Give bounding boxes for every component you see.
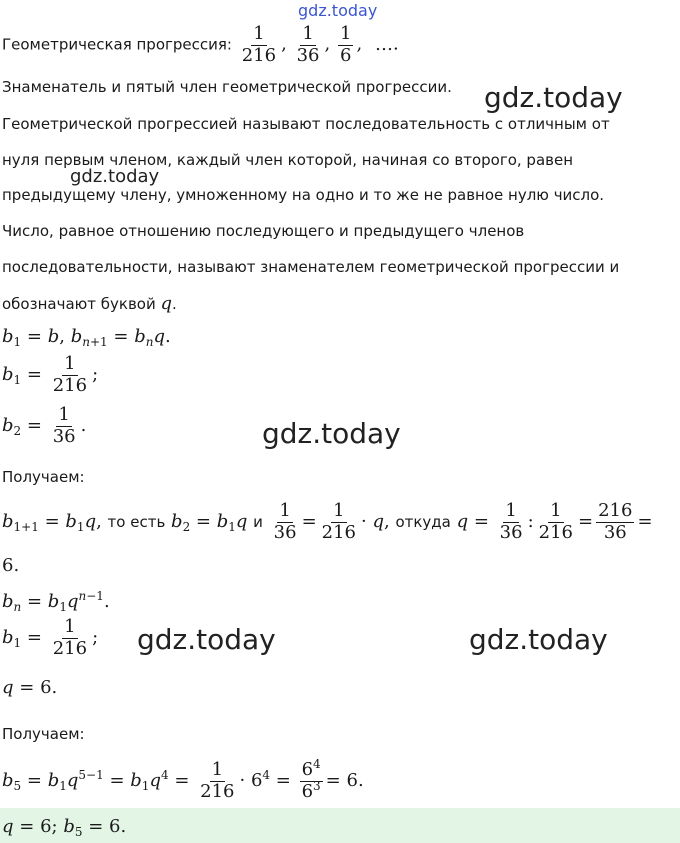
watermark-big: gdz.today	[262, 417, 401, 450]
fraction-1-216: $\frac{1}{216}$	[241, 23, 277, 66]
poluchaem-label: Получаем:	[2, 725, 85, 743]
definition-line: Число, равное отношению последующего и предыдущего членов	[2, 222, 525, 240]
formula-q-value: q = 6.	[2, 677, 58, 698]
answer-box	[0, 808, 680, 843]
answer-text: q = 6; $b_5 = 6$.	[2, 816, 127, 839]
formula-q-result-wrap: 6.	[2, 555, 20, 576]
watermark-small: gdz.today	[70, 166, 160, 187]
definition-line: предыдущему члену, умноженному на одно и то же не равное нулю число.	[2, 186, 605, 204]
formula-q-derivation: $b_{1+1} = b_1q$, то есть $b_2 = b_1q$ и $\frac{1}{36}$ = $\frac{1}{216}$ · q, откуда q = $\frac{1}{36}$ : $\frac{1}{216}$ = $\frac{216}{36}$ =	[2, 500, 653, 543]
fraction-1-36: $\frac{1}{36}$	[296, 23, 320, 66]
watermark-big: gdz.today	[484, 81, 623, 114]
poluchaem-label: Получаем:	[2, 468, 85, 486]
fraction-1-6: $\frac{1}{6}$	[340, 23, 352, 66]
formula-general-term: $b_n = b_1q^{n-1}$.	[2, 589, 110, 614]
task-text: Знаменатель и пятый член геометрической прогрессии.	[2, 78, 452, 96]
problem-label: Геометрическая прогрессия:	[2, 35, 232, 54]
definition-line: Геометрической прогрессией называют последовательность с отличным от	[2, 115, 610, 133]
watermark-big: gdz.today	[137, 623, 276, 656]
formula-b5: $b_5 = b_1q^{5-1} = b_1q^4$ = $\frac{1}{216}$ · $6^4$ = $\frac{6^4}{6^3}$ = 6.	[2, 757, 364, 802]
formula-recursive: $b_1 = b$, $b_{n+1} = b_nq$.	[2, 326, 171, 349]
definition-line: нуля первым членом, каждый член которой, начиная со второго, равен	[2, 151, 574, 169]
formula-b1-repeat: $b_1$ = $\frac{1}{216}$ ;	[2, 616, 99, 659]
formula-b1: $b_1$ = $\frac{1}{216}$ ;	[2, 353, 99, 396]
ellipsis: …	[375, 33, 393, 55]
definition-line: обозначают буквой q.	[2, 293, 177, 314]
definition-line: последовательности, называют знаменателем геометрической прогрессии и	[2, 258, 620, 276]
problem-statement: Геометрическая прогрессия: $\frac{1}{216}$ , $\frac{1}{36}$ , $\frac{1}{6}$ , ….	[2, 23, 399, 66]
watermark-big: gdz.today	[469, 623, 608, 656]
formula-b2: $b_2$ = $\frac{1}{36}$ .	[2, 404, 87, 447]
watermark-top: gdz.today	[298, 1, 378, 20]
